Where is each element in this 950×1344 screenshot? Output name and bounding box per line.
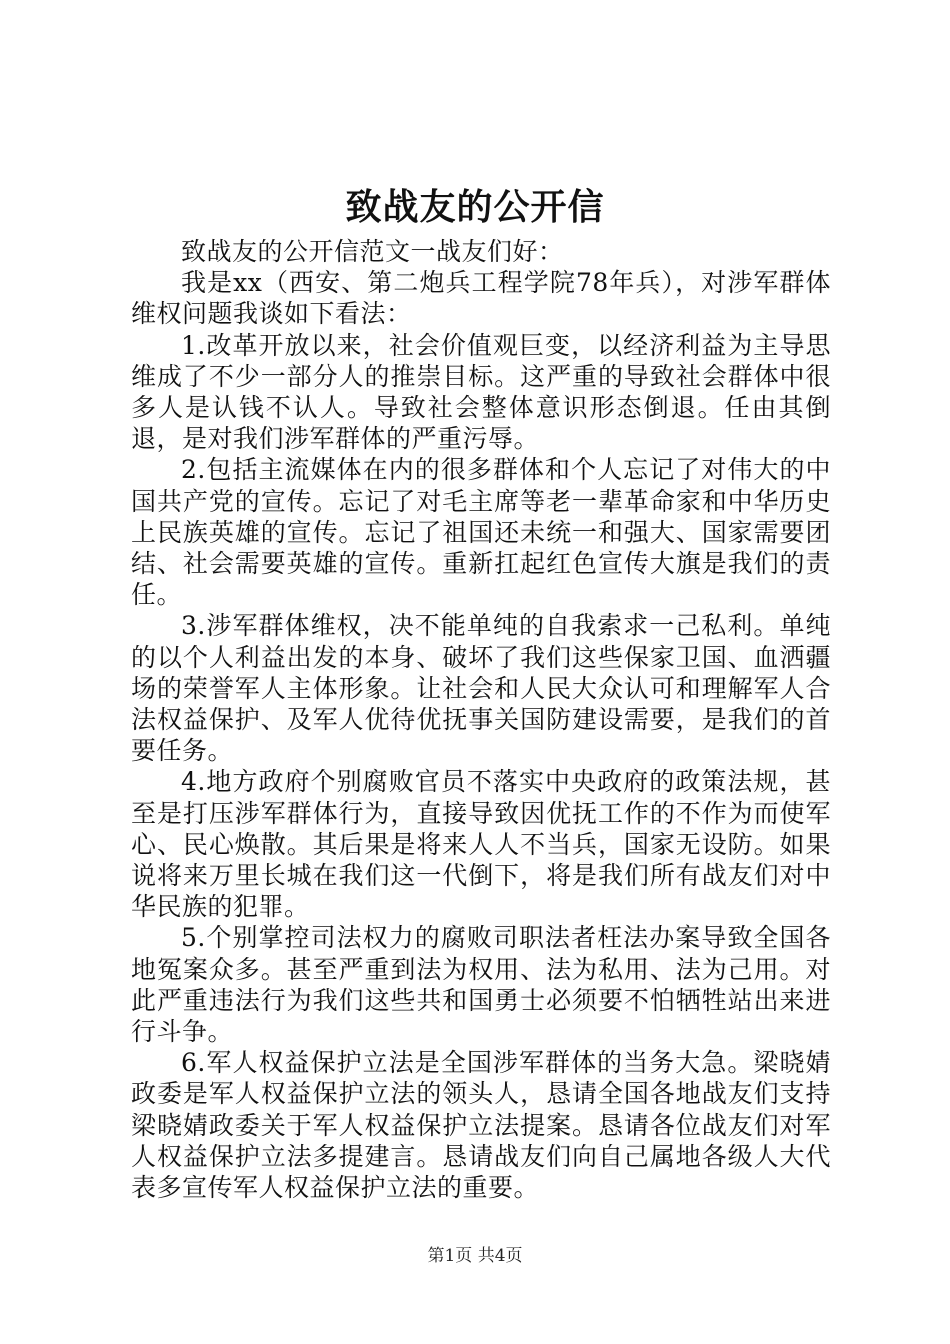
- paragraph-point-6: 6.军人权益保护立法是全国涉军群体的当务大急。梁晓婧政委是军人权益保护立法的领头人，恳请全国各地战友们支持梁晓婧政委关于军人权益保护立法提案。恳请各位战友们对军人权益保护立法多提建言。恳请战友们向自己属地各级人大代表多宣传军人权益保护立法的重要。: [131, 1048, 831, 1203]
- document-title: 致战友的公开信: [345, 186, 605, 228]
- page-number-footer: 第1页 共4页: [427, 1246, 523, 1266]
- paragraph-intro: 我是xx（西安、第二炮兵工程学院78年兵），对涉军群体维权问题我谈如下看法：: [131, 268, 831, 329]
- paragraph-point-1: 1.改革开放以来，社会价值观巨变，以经济利益为主导思维成了不少一部分人的推崇目标。这严重的导致社会群体中很多人是认钱不认人。导致社会整体意识形态倒退。任由其倒退，是对我们涉军群体的严重污辱。: [131, 330, 831, 454]
- paragraph-point-3: 3.涉军群体维权，决不能单纯的自我索求一己私利。单纯的以个人利益出发的本身、破坏了我们这些保家卫国、血洒疆场的荣誉军人主体形象。让社会和人民大众认可和理解军人合法权益保护、及军人优待优抚事关国防建设需要，是我们的首要任务。: [131, 611, 831, 766]
- paragraph-point-5: 5.个别掌控司法权力的腐败司职法者枉法办案导致全国各地冤案众多。甚至严重到法为权用、法为私用、法为己用。对此严重违法行为我们这些共和国勇士必须要不怕牺牲站出来进行斗争。: [131, 923, 831, 1047]
- paragraph-greeting: 致战友的公开信范文一战友们好：: [181, 237, 564, 266]
- document-body: [131, 236, 831, 1203]
- paragraph-point-2: 2.包括主流媒体在内的很多群体和个人忘记了对伟大的中国共产党的宣传。忘记了对毛主席等老一辈革命家和中华历史上民族英雄的宣传。忘记了祖国还未统一和强大、国家需要团结、社会需要英雄的宣传。重新扛起红色宣传大旗是我们的责任。: [131, 455, 831, 610]
- paragraph-point-4: 4.地方政府个别腐败官员不落实中央政府的政策法规，甚至是打压涉军群体行为，直接导致因优抚工作的不作为而使军心、民心焕散。其后果是将来人人不当兵，国家无设防。如果说将来万里长城在我们这一代倒下，将是我们所有战友们对中华民族的犯罪。: [131, 767, 831, 922]
